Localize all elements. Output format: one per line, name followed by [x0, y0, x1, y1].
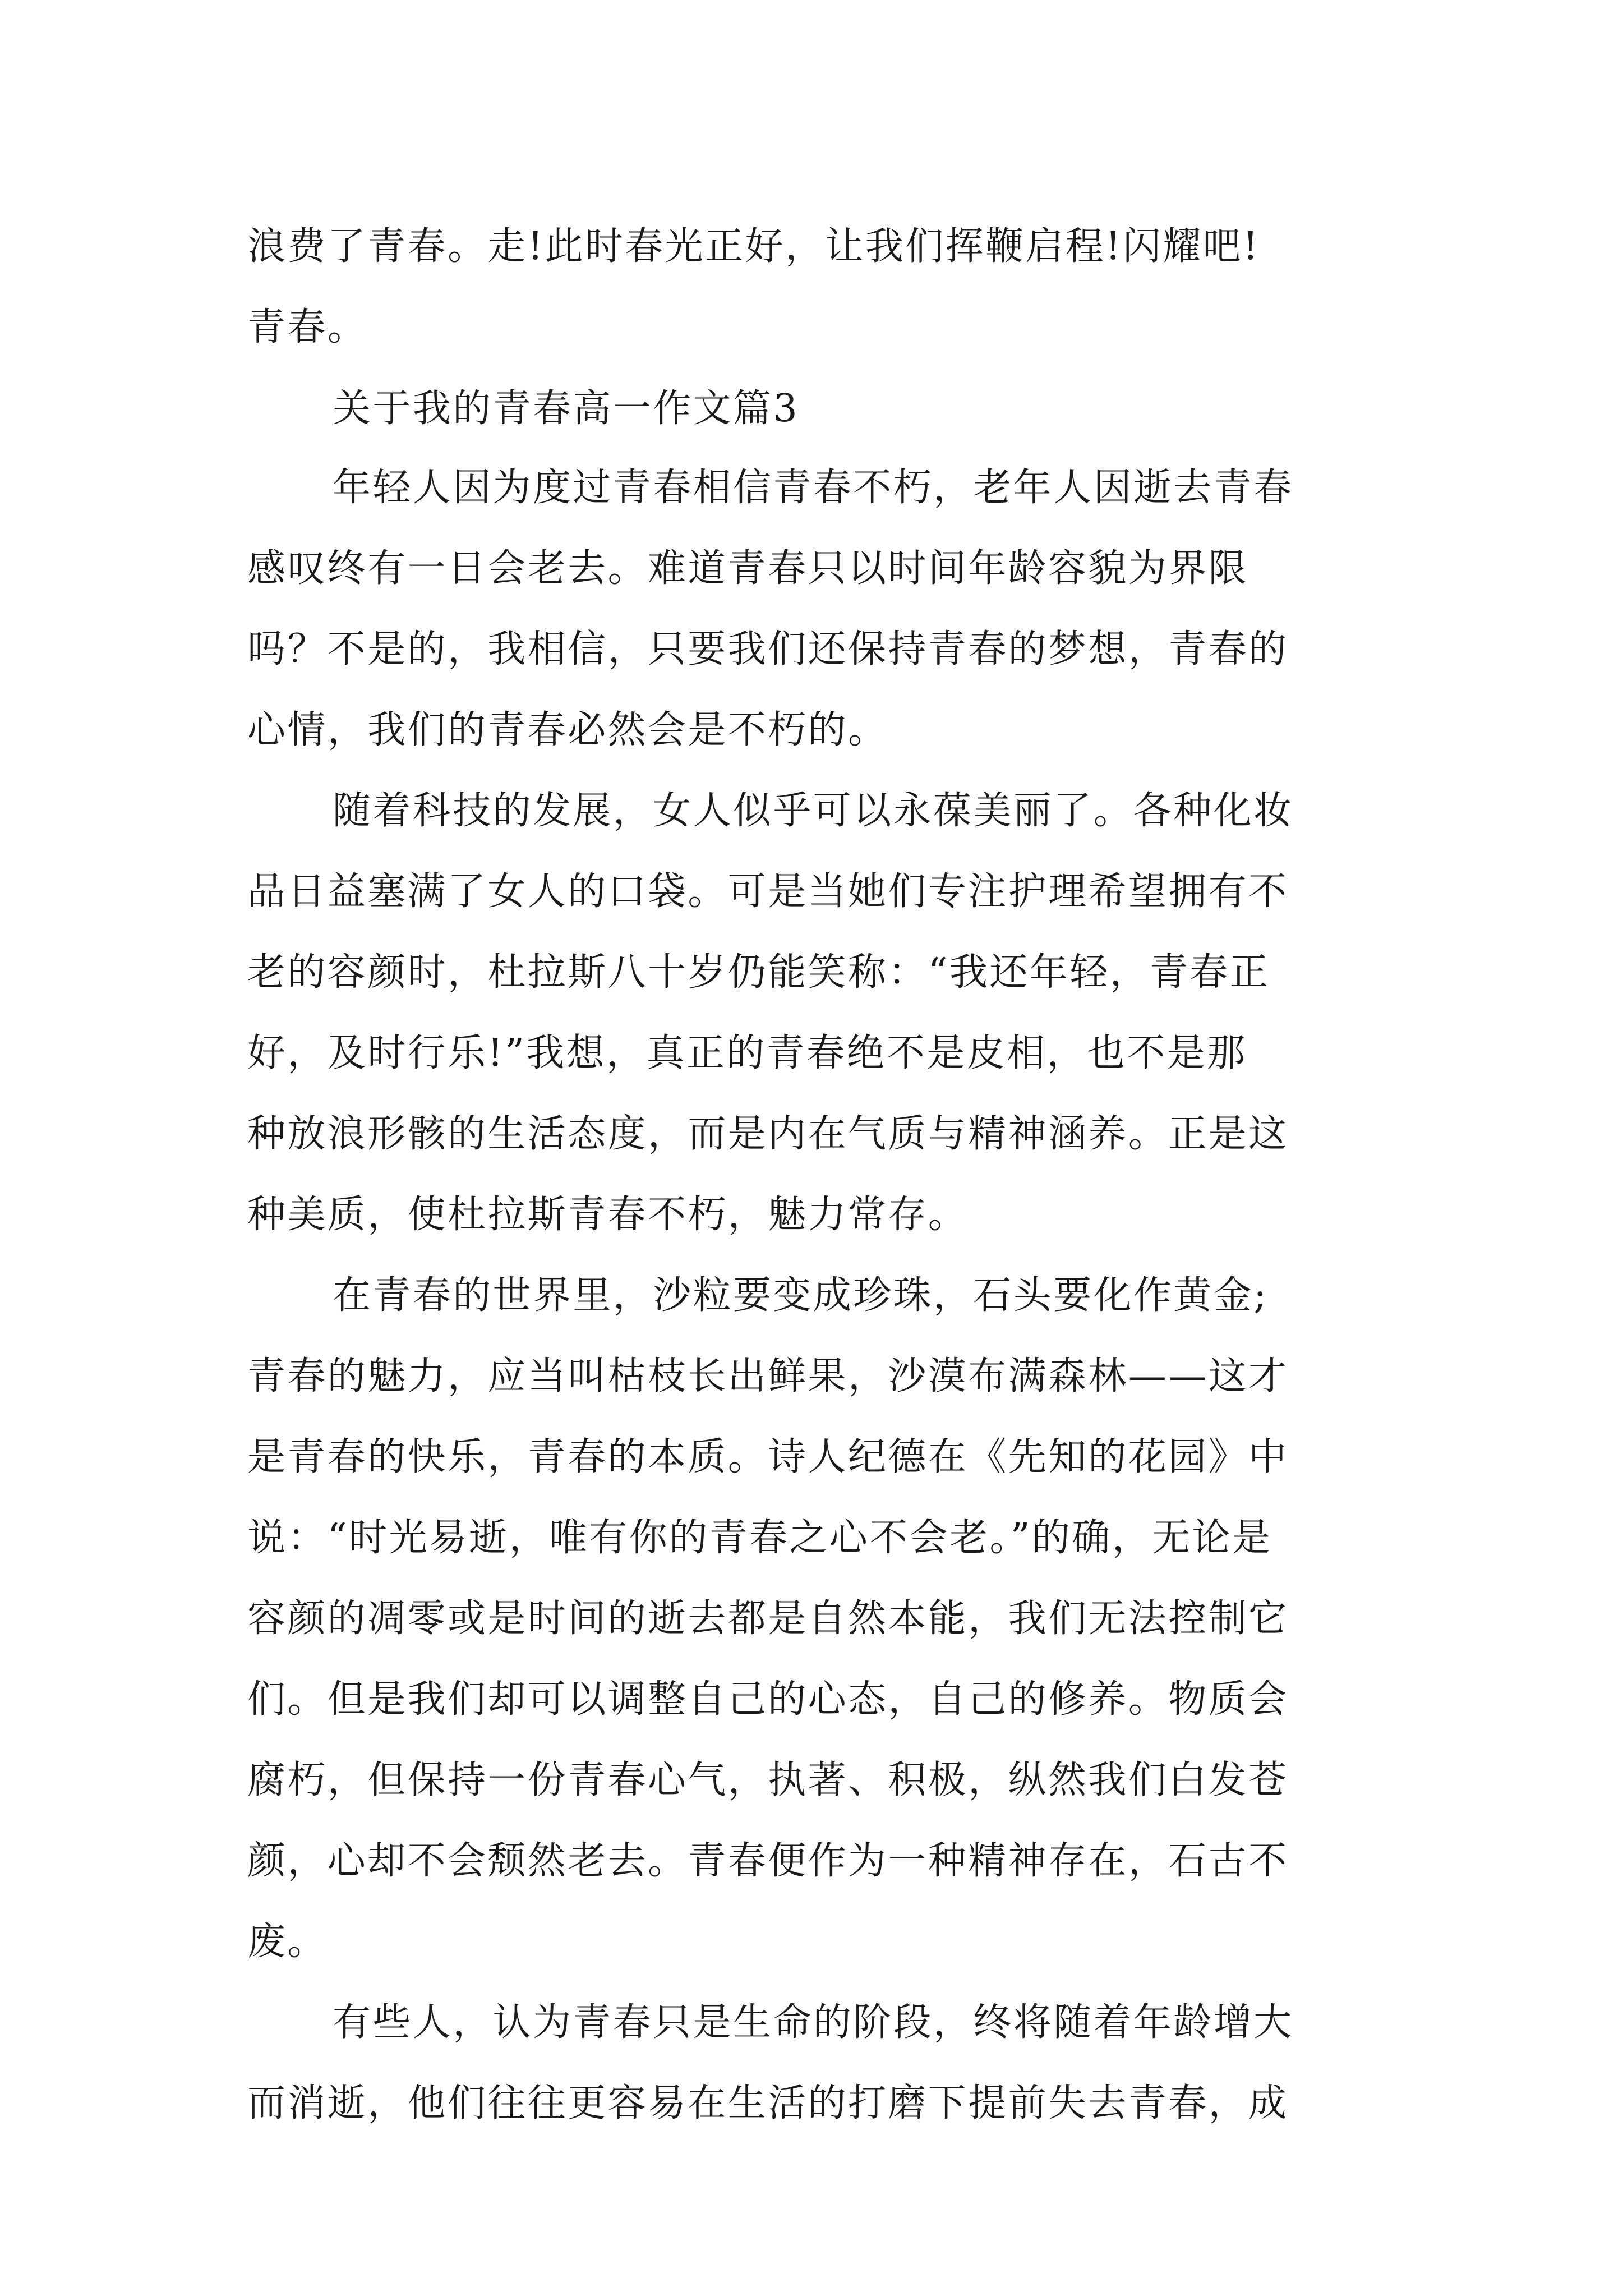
text-line: 品日益塞满了女人的口袋。可是当她们专注护理希望拥有不 — [247, 869, 1289, 914]
text-line: 浪费了青春。走!此时春光正好，让我们挥鞭启程!闪耀吧! — [247, 224, 1260, 269]
text-line: 们。但是我们却可以调整自己的心态，自己的修养。物质会 — [247, 1677, 1289, 1722]
text-line: 是青春的快乐，青春的本质。诗人纪德在《先知的花园》中 — [247, 1435, 1289, 1479]
section-heading: 关于我的青春高一作文篇3 — [333, 386, 800, 431]
text-line: 种放浪形骸的生活态度，而是内在气质与精神涵养。正是这 — [247, 1112, 1289, 1156]
text-line: 老的容颜时，杜拉斯八十岁仍能笑称：“我还年轻，青春正 — [247, 950, 1270, 995]
text-line: 心情，我们的青春必然会是不朽的。 — [247, 708, 888, 752]
text-line: 颜，心却不会颓然老去。青春便作为一种精神存在，石古不 — [247, 1839, 1289, 1883]
text-line: 废。 — [247, 1920, 328, 1964]
text-line: 吗？不是的，我相信，只要我们还保持青春的梦想，青春的 — [247, 627, 1289, 671]
text-line: 种美质，使杜拉斯青春不朽，魅力常存。 — [247, 1193, 969, 1237]
text-line: 感叹终有一日会老去。难道青春只以时间年龄容貌为界限 — [247, 546, 1249, 591]
text-line: 青春的魅力，应当叫枯枝长出鲜果，沙漠布满森林——这才 — [247, 1354, 1289, 1398]
text-line: 在青春的世界里，沙粒要变成珍珠，石头要化作黄金; — [333, 1273, 1269, 1318]
text-line: 年轻人因为度过青春相信青春不朽，老年人因逝去青春 — [333, 466, 1294, 510]
text-line: 有些人，认为青春只是生命的阶段，终将随着年龄增大 — [333, 2000, 1294, 2045]
text-line: 容颜的凋零或是时间的逝去都是自然本能，我们无法控制它 — [247, 1596, 1289, 1641]
text-line: 好，及时行乐!”我想，真正的青春绝不是皮相，也不是那 — [247, 1031, 1247, 1075]
text-line: 青春。 — [247, 305, 368, 349]
text-line: 而消逝，他们往往更容易在生活的打磨下提前失去青春，成 — [247, 2081, 1289, 2125]
text-line: 随着科技的发展，女人似乎可以永葆美丽了。各种化妆 — [333, 789, 1294, 833]
text-line: 说：“时光易逝，唯有你的青春之心不会老。”的确，无论是 — [247, 1516, 1272, 1560]
text-line: 腐朽，但保持一份青春心气，执著、积极，纵然我们白发苍 — [247, 1758, 1289, 1802]
